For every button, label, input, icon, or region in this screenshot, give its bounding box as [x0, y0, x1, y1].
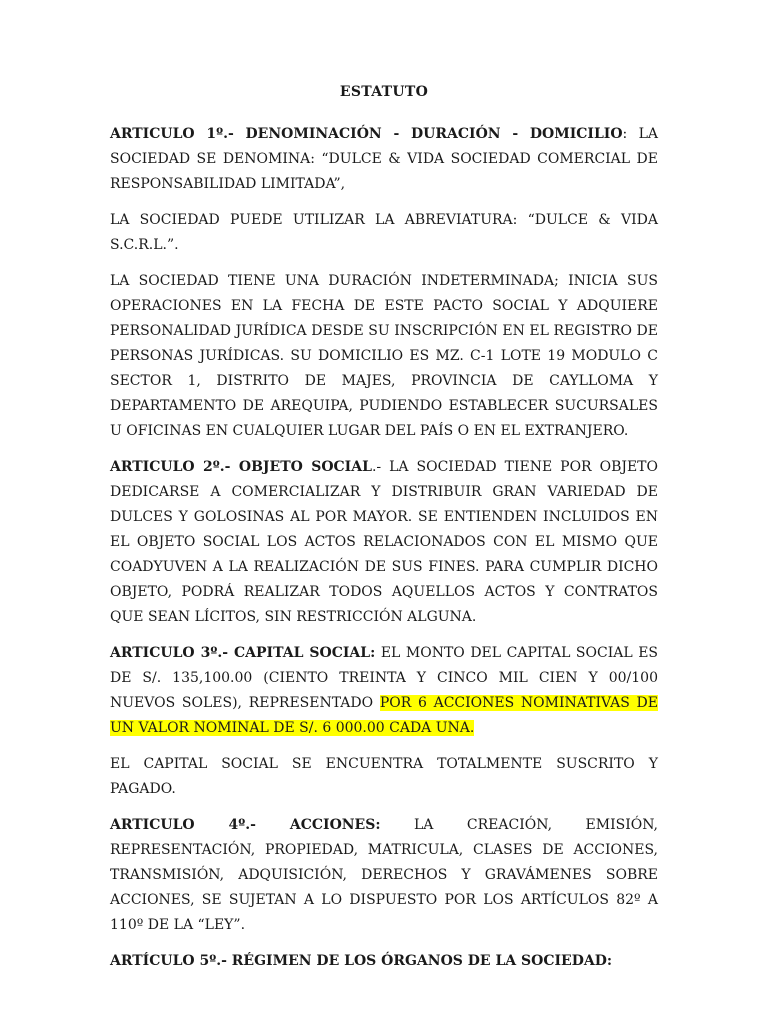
- article-4-heading: ARTICULO 4º.- ACCIONES:: [110, 817, 381, 833]
- article-4-paragraph: [110, 813, 658, 938]
- article-2-heading: ARTICULO 2º.- OBJETO SOCIAL: [110, 459, 372, 475]
- article-3-paragraph: [110, 641, 658, 741]
- document-title: ESTATUTO: [339, 84, 429, 100]
- article-5-paragraph: [110, 949, 658, 974]
- article-1-abbreviation-paragraph: LA SOCIEDAD PUEDE UTILIZAR LA ABREVIATURA: “DULCE & VIDA S.C.R.L.”.: [110, 212, 658, 253]
- article-3-highlighted-text: POR 6 ACCIONES NOMINATIVAS DE UN VALOR NOMINAL DE S/. 6 000.00 CADA UNA.: [110, 695, 658, 736]
- article-2-text: .- LA SOCIEDAD TIENE POR OBJETO DEDICARSE A COMERCIALIZAR Y DISTRIBUIR GRAN VARIEDAD DE DULCES Y GOLOSINAS AL POR MAYOR. SE ENTIENDEN INCLUIDOS EN EL OBJETO SOCIAL LOS ACTOS RELACIONADOS CON EL MISMO QUE COADYUVEN A LA REALIZACIÓN DE SUS FINES. PARA CUMPLIR DICHO OBJETO, PODRÁ REALIZAR TODOS AQUELLOS ACTOS Y CONTRATOS QUE SEAN LÍCITOS, SIN RESTRICCIÓN ALGUNA.: [110, 459, 658, 625]
- article-3-heading: ARTICULO 3º.- CAPITAL SOCIAL:: [110, 645, 376, 661]
- article-1-duration-paragraph: LA SOCIEDAD TIENE UNA DURACIÓN INDETERMINADA; INICIA SUS OPERACIONES EN LA FECHA DE ESTE PACTO SOCIAL Y ADQUIERE PERSONALIDAD JURÍDICA DESDE SU INSCRIPCIÓN EN EL REGISTRO DE PERSONAS JURÍDICAS. SU DOMICILIO ES MZ. C-1 LOTE 19 MODULO C SECTOR 1, DISTRITO DE MAJES, PROVINCIA DE CAYLLOMA Y DEPARTAMENTO DE AREQUIPA, PUDIENDO ESTABLECER SUCURSALES U OFICINAS EN CUALQUIER LUGAR DEL PAÍS O EN EL EXTRANJERO.: [110, 273, 658, 439]
- article-2-paragraph: [110, 455, 658, 630]
- article-1-paragraph: [110, 122, 658, 197]
- article-3-capital-paragraph: EL CAPITAL SOCIAL SE ENCUENTRA TOTALMENTE SUSCRITO Y PAGADO.: [110, 756, 658, 797]
- article-4-text: LA CREACIÓN, EMISIÓN, REPRESENTACIÓN, PROPIEDAD, MATRICULA, CLASES DE ACCIONES, TRANSMISIÓN, ADQUISICIÓN, DERECHOS Y GRAVÁMENES SOBRE ACCIONES, SE SUJETAN A LO DISPUESTO POR LOS ARTÍCULOS 82º A 110º DE LA “LEY”.: [110, 817, 659, 933]
- article-1-text: : LA SOCIEDAD SE DENOMINA: “DULCE & VIDA SOCIEDAD COMERCIAL DE RESPONSABILIDAD LIMITADA”,: [110, 126, 658, 192]
- article-5-heading: ARTÍCULO 5º.- RÉGIMEN DE LOS ÓRGANOS DE LA SOCIEDAD:: [110, 953, 613, 969]
- article-1-heading: ARTICULO 1º.- DENOMINACIÓN - DURACIÓN - DOMICILIO: [110, 126, 623, 142]
- article-3-text: EL MONTO DEL CAPITAL SOCIAL ES DE S/. 135,100.00 (CIENTO TREINTA Y CINCO MIL CIEN Y 00/100 NUEVOS SOLES), REPRESENTADO: [110, 645, 659, 711]
